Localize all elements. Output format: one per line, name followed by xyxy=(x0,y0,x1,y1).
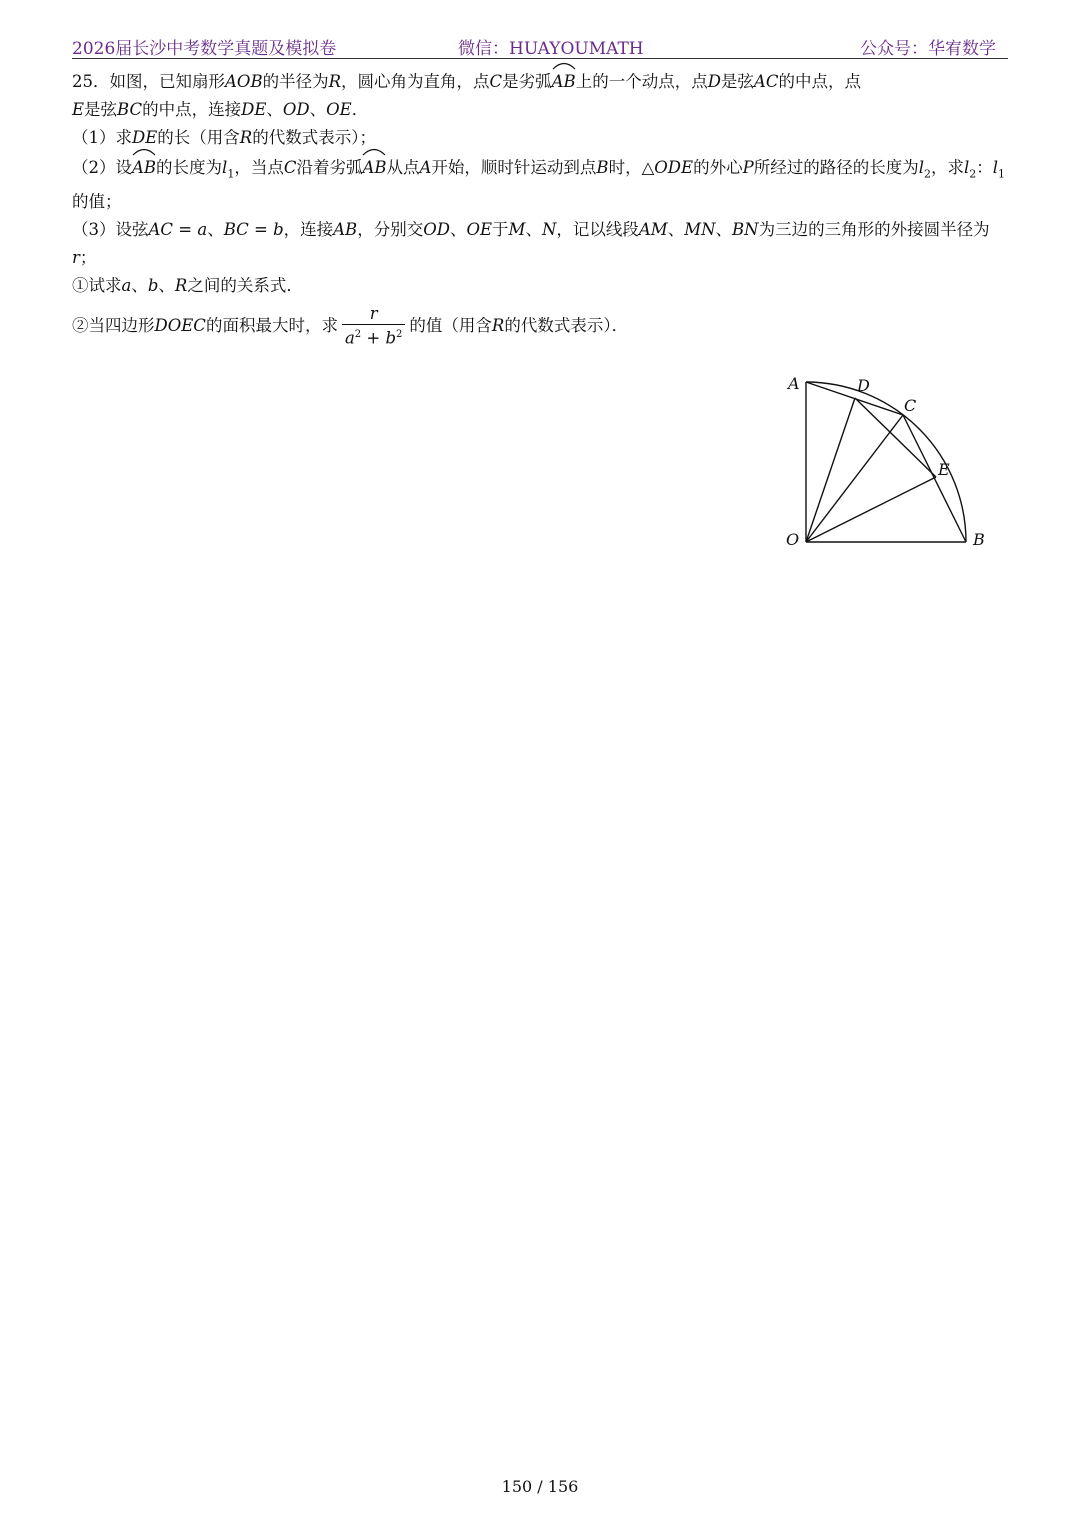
problem-text xyxy=(72,66,1010,349)
problem-intro: 25．如图，已知扇形AOB的半径为R，圆心角为直角，点C是劣弧 AB上的一个动点，点D是弦AC的中点，点 E是弦BC的中点，连接DE、OD、OE． xyxy=(72,66,1010,124)
header-title: 2026届长沙中考数学真题及模拟卷 xyxy=(72,39,337,59)
header-wechat: 微信：HUAYOUMATH xyxy=(458,39,644,59)
label-e: E xyxy=(938,460,950,479)
part-1: （1）求DE的长（用含R的代数式表示）； xyxy=(72,128,376,147)
label-d: D xyxy=(857,376,870,395)
part-3: （3）设弦AC = a、BC = b，连接AB，分别交OD、OE于M、N，记以线段AM、MN、BN为三边的三角形的外接圆半径为r； xyxy=(72,220,990,268)
arc-ab-symbol: AB xyxy=(132,152,156,182)
label-b: B xyxy=(973,530,985,549)
segment-oc xyxy=(806,415,903,542)
arc-ab-symbol: AB xyxy=(552,66,576,96)
page-header xyxy=(72,32,1008,59)
sector-figure xyxy=(780,365,1000,560)
label-c: C xyxy=(904,396,917,415)
header-account: 公众号：华宥数学 xyxy=(860,39,996,59)
page-number: 150 / 156 xyxy=(501,1477,579,1496)
arc-ab-symbol: AB xyxy=(362,152,386,182)
subpart-1: ①试求a、b、R之间的关系式． xyxy=(72,276,303,296)
part-2: （2）设 AB的长度为$l_1$，当点C沿着劣弧 AB从点A开始，顺时针运动到点B时，△ODE的外心P所经过的路径的长度为$l_2$，求$l_2$：$l_1$的值； xyxy=(72,152,1010,216)
fraction-r-over-a2-b2: $\frac{r}{a^2 + b^2}$ xyxy=(342,304,405,349)
label-a: A xyxy=(788,374,800,393)
subpart-2: ②当四边形DOEC的面积最大时，求 $\frac{r}{a^2 + b^2}$ 的值（用含R的代数式表示）． xyxy=(72,304,629,348)
label-o: O xyxy=(786,530,800,549)
